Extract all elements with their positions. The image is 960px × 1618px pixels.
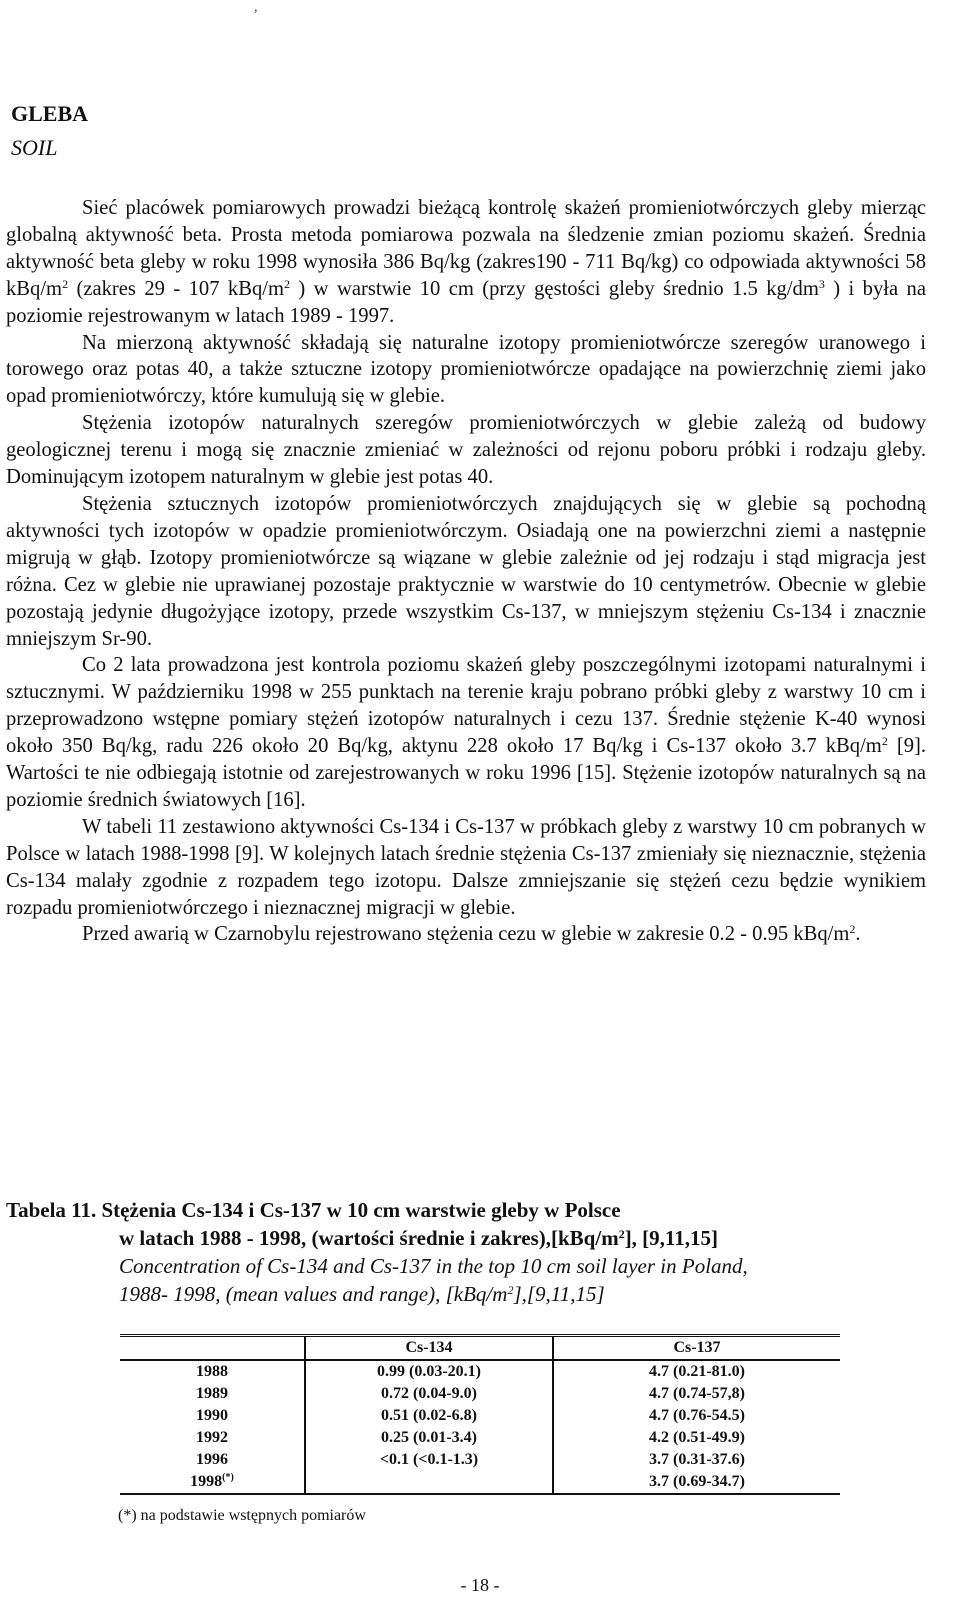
cell-cs134: 0.25 (0.01-3.4) <box>305 1427 553 1449</box>
paragraph: Stężenia izotopów naturalnych szeregów promieniotwórczych w glebie zależą od budowy geologicznej terenu i mogą się znacznie zmieniać w zależności od rejonu poboru próbki i rodzaju gleby. Dominującym izotopem naturalnym w glebie jest potas 40. <box>6 412 926 489</box>
caption-english <box>6 1252 926 1308</box>
table-row <box>120 1449 840 1471</box>
paragraph: Na mierzoną aktywność składają się naturalne izotopy promieniotwórcze szeregów uranowego i torowego oraz potas 40, a także sztuczne izotopy promieniotwórcze opadające na powierzchnię ziemi jako opad promieniotwórczy, które kumulują się w glebie. <box>6 331 926 408</box>
cell-cs134: <0.1 (<0.1-1.3) <box>305 1449 553 1471</box>
caption-pl-line1: Tabela 11. Stężenia Cs-134 i Cs-137 w 10 cm warstwie gleby w Polsce <box>6 1198 621 1222</box>
caption-pl-line2: w latach 1988 - 1998, (wartości średnie i $zakres),[kBq/m^2]$, [9,11,15] <box>119 1226 719 1250</box>
header-cs134: Cs-134 <box>305 1336 553 1361</box>
caption-en-line2: 1988- 1998, (mean values and range), $[kBq/m^2],[9,11,15]$ <box>119 1282 605 1306</box>
table-row <box>120 1427 840 1449</box>
table-row <box>120 1360 840 1383</box>
cell-cs137: 4.7 (0.74-57,8) <box>649 1385 745 1402</box>
cell-cs137: 3.7 (0.31-37.6) <box>649 1451 745 1468</box>
stray-mark: , <box>254 0 258 15</box>
paragraph: Stężenia sztucznych izotopów promieniotwórczych znajdujących się w glebie są pochodną aktywności tych izotopów w opadzie promieniotwórczym. Osiadają one na powierzchni ziemi a następnie migrują w głąb. Izotopy promieniotwórcze są wiązane w glebie zależnie od jej rodzaju i stąd migracja jest różna. Cez w glebie nie uprawianej pozostaje praktycznie w warstwie do 10 centymetrów. Obecnie w glebie pozostają jedynie długożyjące izotopy, przede wszystkim Cs-137, w mniejszym stężeniu Cs-134 i znacznie mniejszym Sr-90. <box>6 492 926 650</box>
cell-cs134: 0.99 (0.03-20.1) <box>305 1360 553 1383</box>
paragraph: W tabeli 11 zestawiono aktywności Cs-134 i Cs-137 w próbkach gleby z warstwy 10 cm pobranych w Polsce w latach 1988-1998 [9]. W kolejnych latach średnie stężenia Cs-137 zmieniały się nieznacznie, stężenia Cs-134 malały zgodnie z rozpadem tego izotopu. Dalsze zmniejszanie się stężeń cezu będzie wynikiem rozpadu promieniotwórczego i nieznacznej migracji w glebie. <box>6 815 926 919</box>
section-subheading: SOIL <box>11 135 58 160</box>
table-caption <box>6 1196 926 1308</box>
cell-cs134: 0.72 (0.04-9.0) <box>305 1383 553 1405</box>
cell-cs134: 0.51 (0.02-6.8) <box>305 1405 553 1427</box>
table-footnote: (*) na podstawie wstępnych pomiarów <box>118 1507 366 1524</box>
cell-cs134 <box>305 1471 553 1494</box>
caption-polish <box>6 1196 926 1252</box>
header-year <box>120 1336 305 1361</box>
cell-year: 1998(*) <box>120 1471 305 1494</box>
table-header-row <box>120 1336 840 1361</box>
year-footnote-mark: (*) <box>222 1472 234 1483</box>
table-row <box>120 1471 840 1494</box>
paragraph: Co 2 lata prowadzona jest kontrola poziomu skażeń gleby poszczególnymi izotopami naturalnymi i sztucznymi. W październiku 1998 w 255 punktach na terenie kraju pobrano próbki gleby z warstwy 10 cm i przeprowadzono wstępne pomiary stężeń izotopów naturalnych i cezu 137. Średnie stężenie K-40 wynosi około 350 Bq/kg, radu 226 około 20 Bq/kg, aktynu 228 około 17 Bq/kg i Cs-137 około 3.7 kBq/$m^2$ [9]. Wartości te nie odbiegają istotnie od zarejestrowanych w roku 1996 [15]. Stężenie izotopów naturalnych są na poziomie średnich światowych [16]. <box>6 654 926 811</box>
cell-year: 1992 <box>120 1427 305 1449</box>
header-cs137: Cs-137 <box>553 1336 840 1361</box>
cell-year: 1996 <box>120 1449 305 1471</box>
cell-cs137: 4.2 (0.51-49.9) <box>649 1429 745 1446</box>
paragraph: Sieć placówek pomiarowych prowadzi bieżącą kontrolę skażeń promieniotwórczych gleby mierząc globalną aktywność beta. Prosta metoda pomiarowa pozwala na śledzenie zmian poziomu skażeń. Średnia aktywność beta gleby w roku 1998 wynosiła 386 Bq/kg (zakres190 - 711 Bq/kg) co odpowiada aktywności 58 kBq/$m^2$ (zakres 29 - 107 kBq/$m^2$ ) w warstwie 10 cm (przy gęstości gleby średnio 1.5 $kg/dm^3$ ) i była na poziomie rejestrowanym w latach 1989 - 1997. <box>6 197 926 327</box>
paragraph: Przed awarią w Czarnobylu rejestrowano stężenia cezu w glebie w zakresie 0.2 - 0.95 kBq/$m^2$. <box>82 922 861 946</box>
cell-year: 1990 <box>120 1405 305 1427</box>
table-row <box>120 1383 840 1405</box>
cell-cs137: 3.7 (0.69-34.7) <box>553 1471 840 1494</box>
cell-year: 1988 <box>120 1360 305 1383</box>
cell-year: 1989 <box>120 1383 305 1405</box>
page-number: - 18 - <box>460 1575 500 1595</box>
section-heading: GLEBA <box>11 101 89 126</box>
cell-cs137: 4.7 (0.76-54.5) <box>649 1407 745 1424</box>
body-text <box>6 195 926 948</box>
cell-cs137: 4.7 (0.21-81.0) <box>649 1363 745 1380</box>
caption-en-line1: Concentration of Cs-134 and Cs-137 in the top 10 cm soil layer in Poland, <box>119 1254 748 1278</box>
table-row <box>120 1405 840 1427</box>
cesium-table <box>120 1334 840 1495</box>
